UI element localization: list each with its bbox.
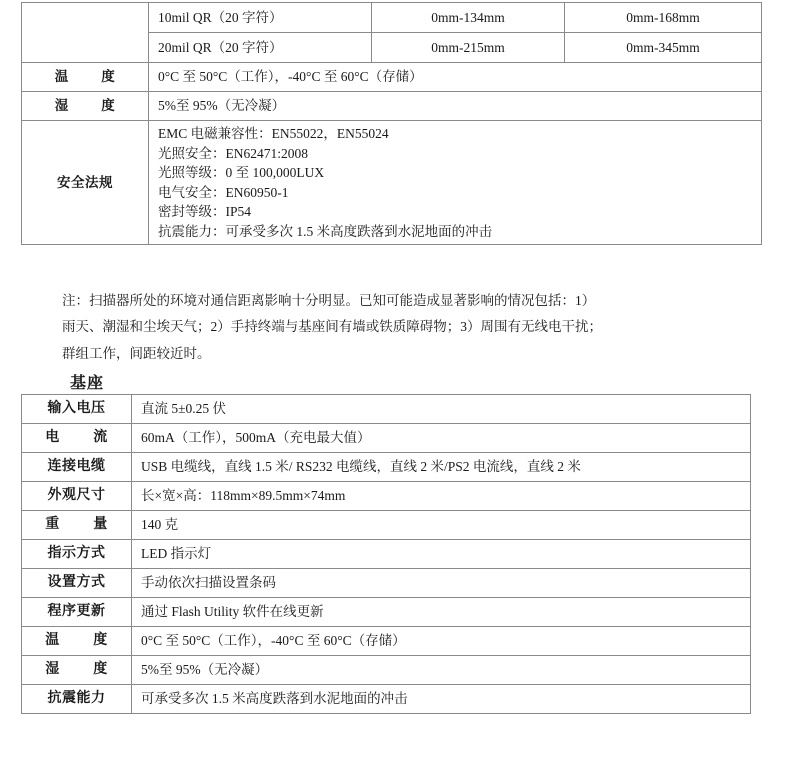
range-cell-col3: 0mm-215mm xyxy=(372,33,565,63)
label-char: 温 xyxy=(54,69,69,85)
base-row-value: 140 克 xyxy=(132,511,751,540)
table-row-humidity xyxy=(22,92,762,121)
temperature-value: 0°C 至 50°C（工作），-40°C 至 60°C（存储） xyxy=(149,63,762,92)
base-row-value: LED 指示灯 xyxy=(132,540,751,569)
label-char: 电 xyxy=(45,429,60,445)
label-char: 湿 xyxy=(45,661,60,677)
scan-distance-spec-table-container xyxy=(21,2,761,245)
table-row xyxy=(22,627,751,656)
base-spec-table xyxy=(21,394,751,714)
base-row-label: 指示方式 xyxy=(22,540,132,569)
row-label-empty xyxy=(22,3,149,63)
label-char: 度 xyxy=(101,69,116,85)
row-label-humidity xyxy=(22,92,149,121)
table-row xyxy=(22,511,751,540)
label-char: 度 xyxy=(101,98,116,114)
base-row-label: 连接电缆 xyxy=(22,453,132,482)
label-char: 湿 xyxy=(54,98,69,114)
safety-line-shock-resistance: 抗震能力：可承受多次 1.5 米高度跌落到水泥地面的冲击 xyxy=(158,223,493,239)
range-cell-col4: 0mm-168mm xyxy=(565,3,762,33)
base-row-value: 0°C 至 50°C（工作），-40°C 至 60°C（存储） xyxy=(132,627,751,656)
table-row xyxy=(22,3,762,33)
range-cell-col4: 0mm-345mm xyxy=(565,33,762,63)
table-row xyxy=(22,395,751,424)
table-row xyxy=(22,424,751,453)
page-title-base-section: 基座 xyxy=(70,375,105,392)
base-row-label xyxy=(22,656,132,685)
label-char: 度 xyxy=(93,632,108,648)
label-char: 重 xyxy=(45,516,60,532)
note-line: 注：扫描器所处的环境对通信距离影响十分明显。已知可能造成显著影响的情况包括：1） xyxy=(62,293,596,308)
table-row xyxy=(22,540,751,569)
table-row xyxy=(22,598,751,627)
base-row-label xyxy=(22,511,132,540)
safety-line-photobiological: 光照安全：EN62471:2008 xyxy=(158,145,308,161)
row-label-temperature xyxy=(22,63,149,92)
range-cell-col3: 0mm-134mm xyxy=(372,3,565,33)
symbology-cell: 20mil QR（20 字符） xyxy=(149,33,372,63)
base-row-value: 直流 5±0.25 伏 xyxy=(132,395,751,424)
safety-line-emc: EMC 电磁兼容性：EN55022，EN55024 xyxy=(158,126,389,141)
note-line: 雨天、潮湿和尘埃天气；2）手持终端与基座间有墙或铁质障碍物；3）周围有无线电干扰； xyxy=(62,319,602,335)
table-row-safety-regulations xyxy=(22,121,762,245)
base-row-label: 程序更新 xyxy=(22,598,132,627)
safety-line-sealing-grade: 密封等级：IP54 xyxy=(158,204,252,220)
safety-regulations-value xyxy=(149,121,762,245)
base-row-label xyxy=(22,424,132,453)
base-row-value: USB 电缆线，直线 1.5 米/ RS232 电缆线，直线 2 米/PS2 电流线，直线 2 米 xyxy=(132,453,751,482)
label-char: 流 xyxy=(93,429,108,445)
humidity-value: 5%至 95%（无冷凝） xyxy=(149,92,762,121)
base-row-value: 5%至 95%（无冷凝） xyxy=(132,656,751,685)
symbology-cell: 10mil QR（20 字符） xyxy=(149,3,372,33)
note-line: 群组工作，间距较近时。 xyxy=(62,345,211,361)
label-char: 温 xyxy=(45,632,60,648)
base-row-label: 抗震能力 xyxy=(22,685,132,714)
base-row-value: 长×宽×高：118mm×89.5mm×74mm xyxy=(132,482,751,511)
table-row xyxy=(22,685,751,714)
base-row-value: 可承受多次 1.5 米高度跌落到水泥地面的冲击 xyxy=(132,685,751,714)
table-row xyxy=(22,453,751,482)
base-spec-table-container xyxy=(21,394,750,714)
safety-line-illumination-grade: 光照等级：0 至 100,000LUX xyxy=(158,165,325,181)
row-label-safety-regulations: 安全法规 xyxy=(22,121,149,245)
base-row-value: 通过 Flash Utility 软件在线更新 xyxy=(132,598,751,627)
base-row-label xyxy=(22,627,132,656)
table-row xyxy=(22,569,751,598)
label-char: 度 xyxy=(93,661,108,677)
table-row-temperature xyxy=(22,63,762,92)
base-row-value: 手动依次扫描设置条码 xyxy=(132,569,751,598)
table-row xyxy=(22,656,751,685)
base-row-label: 设置方式 xyxy=(22,569,132,598)
table-row xyxy=(22,482,751,511)
environment-note-paragraph xyxy=(62,288,752,367)
base-row-label: 外观尺寸 xyxy=(22,482,132,511)
safety-line-electrical-safety: 电气安全：EN60950-1 xyxy=(158,184,289,200)
base-row-label: 输入电压 xyxy=(22,395,132,424)
label-char: 量 xyxy=(93,516,108,532)
base-row-value: 60mA（工作），500mA（充电最大值） xyxy=(132,424,751,453)
scan-distance-spec-table xyxy=(21,2,762,245)
